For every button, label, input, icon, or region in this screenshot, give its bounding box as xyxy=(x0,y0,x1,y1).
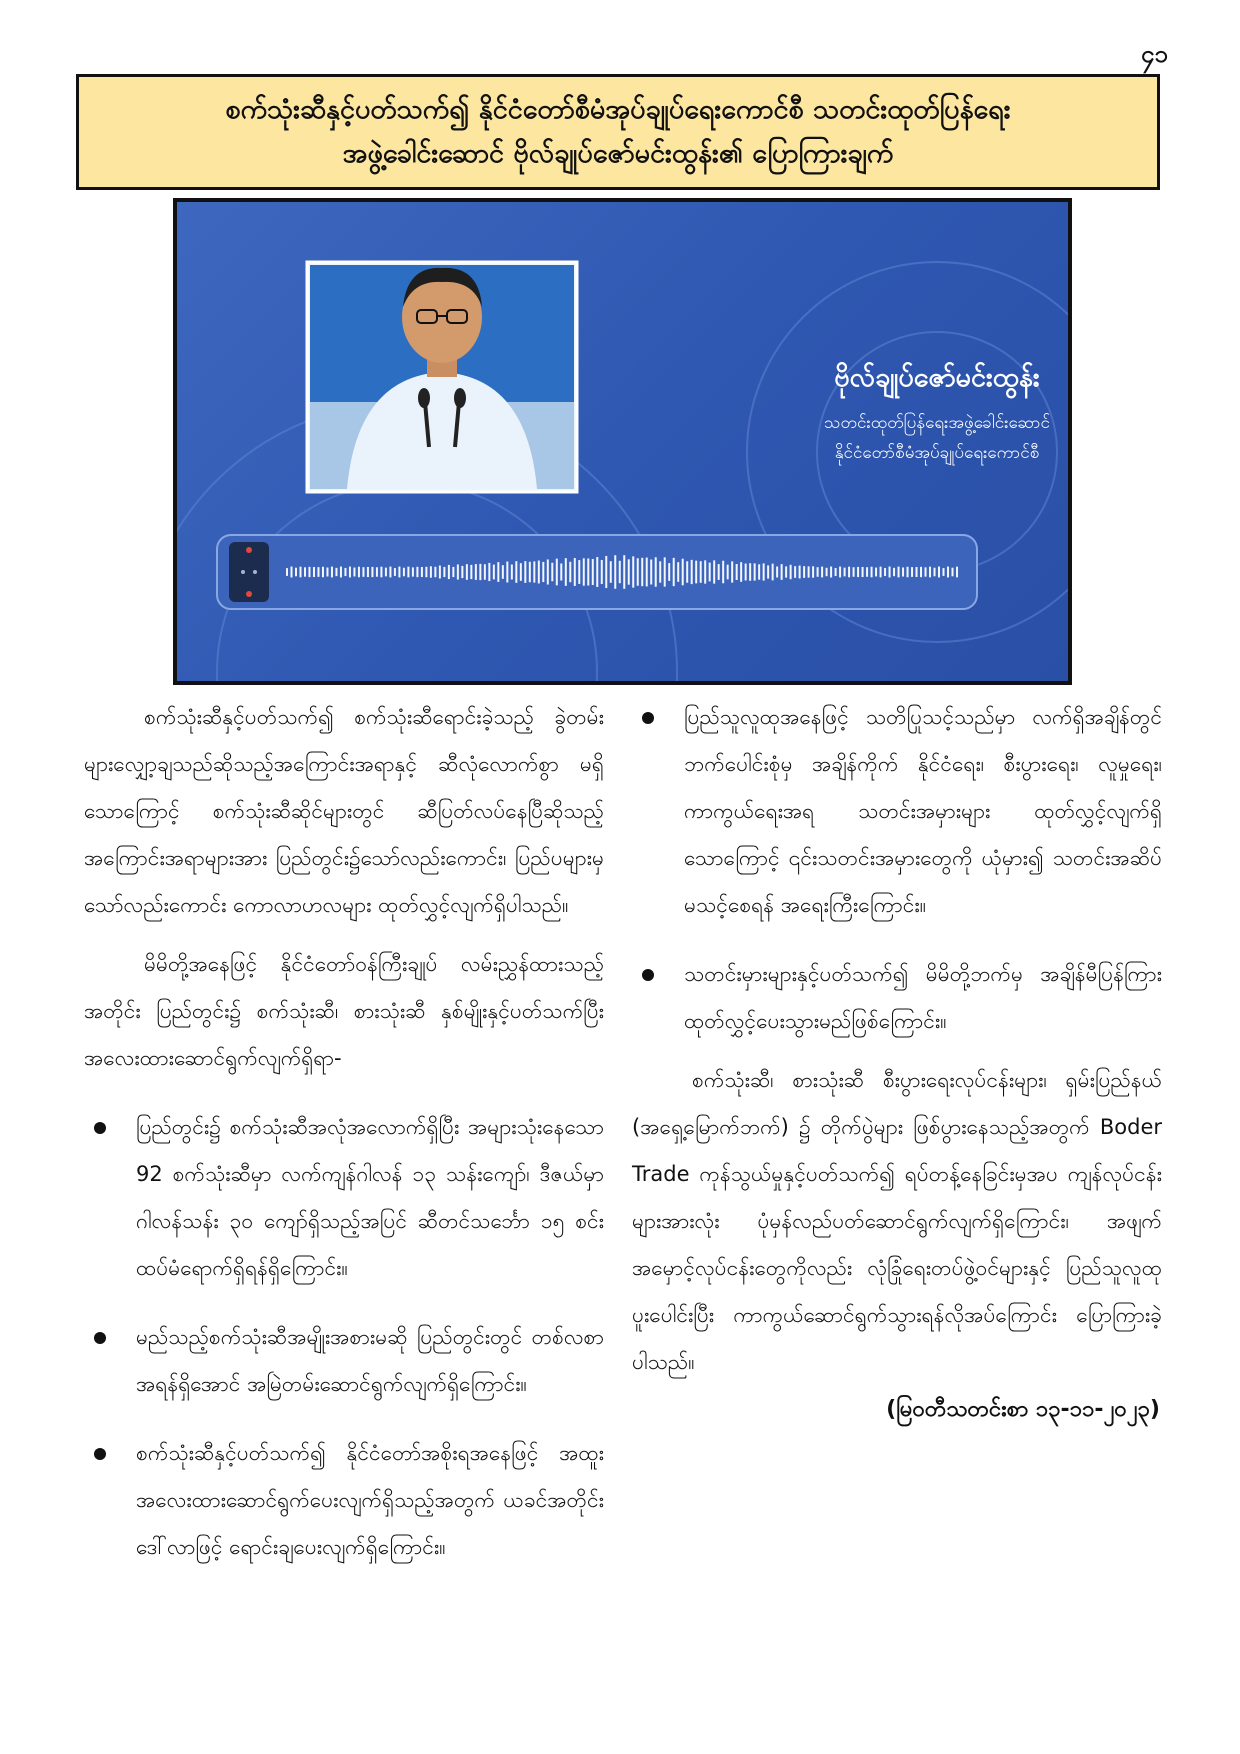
list-item xyxy=(632,951,1162,1045)
paragraph-intro: စက်သုံးဆီနှင့်ပတ်သက်၍ စက်သုံးဆီရောင်းခဲ့သည့် ခွဲတမ်းများလျှော့ချသည်ဆိုသည့်အကြောင်းအရာနှင့် ဆီလုံလောက်စွာ မရှိသောကြောင့် စက်သုံးဆီဆိုင်များတွင် ဆီပြတ်လပ်နေပြီဆိုသည့်အကြောင်းအရာများအား ပြည်တွင်း၌သော်လည်းကောင်း၊ ပြည်ပများမှသော်လည်းကောင်း ကောလာဟလများ ထုတ်လွှင့်လျက်ရှိပါသည်။ xyxy=(84,705,604,917)
paragraph-business: စက်သုံးဆီ၊ စားသုံးဆီ စီးပွားရေးလုပ်ငန်းများ၊ ရှမ်းပြည်နယ် (အရှေ့မြောက်ဘက်) ၌ တိုက်ပွဲများ ဖြစ်ပွားနေသည့်အတွက် Boder Trade ကုန်သွယ်မှုနှင့်ပတ်သက်၍ ရပ်တန့်နေခြင်းမှအပ ကျန်လုပ်ငန်းများအားလုံး ပုံမှန်လည်ပတ်ဆောင်ရွက်လျက်ရှိကြောင်း၊ အဖျက်အမှောင့်လုပ်ငန်းတွေကိုလည်း လုံခြုံရေးတပ်ဖွဲ့ဝင်များနှင့် ပြည်သူလူထုပူးပေါင်းပြီး ကာကွယ်ဆောင်ရွက်သွားရန်လိုအပ်ကြောင်း ပြောကြားခဲ့ပါသည်။ xyxy=(632,1068,1162,1374)
source-citation: (မြဝတီသတင်းစာ ၁၃-၁၁-၂၀၂၃) xyxy=(886,1397,1160,1422)
speaker-name: ဗိုလ်ချုပ်ဇော်မင်းထွန်း xyxy=(834,362,1040,393)
bullet-text: ပြည်သူလူထုအနေဖြင့် သတိပြုသင့်သည်မှာ လက်ရှိအချိန်တွင် ဘက်ပေါင်းစုံမှ အချိန်ကိုက် နိုင်ငံရေး၊ စီးပွားရေး၊ လူမှုရေး၊ ကာကွယ်ရေးအရ သတင်းအမှားများ ထုတ်လွှင့်လျက်ရှိသောကြောင့် ၎င်းသတင်းအမှားတွေကို ယုံမှား၍ သတင်းအဆိပ် မသင့်စေရန် အရေးကြီးကြောင်း။ xyxy=(684,705,1162,917)
page-number: ၄၁ xyxy=(1141,40,1168,68)
news-photo xyxy=(173,198,1072,685)
speaker-role-line-2: နိုင်ငံတော်စီမံအုပ်ချုပ်ရေးကောင်စီ xyxy=(834,443,1040,463)
title-banner xyxy=(76,74,1160,190)
bullet-text: မည်သည့်စက်သုံးဆီအမျိုးအစားမဆို ပြည်တွင်းတွင် တစ်လစာ အရန်ရှိအောင် အမြဲတမ်းဆောင်ရွက်လျက်ရှိကြောင်း။ xyxy=(136,1325,604,1396)
list-item xyxy=(84,1430,604,1571)
title-line-2: အဖွဲ့ခေါင်းဆောင် ဗိုလ်ချုပ်ဇော်မင်းထွန်း၏ ပြောကြားချက် xyxy=(342,138,894,169)
list-item xyxy=(84,1314,604,1408)
left-column xyxy=(84,694,604,1571)
left-bullet-list xyxy=(84,1104,604,1571)
bullet-text: စက်သုံးဆီနှင့်ပတ်သက်၍ နိုင်ငံတော်အစိုးရအနေဖြင့် အထူးအလေးထားဆောင်ရွက်ပေးလျက်ရှိသည့်အတွက် ယခင်အတိုင်း ဒေါ်လာဖြင့် ရောင်းချပေးလျက်ရှိကြောင်း။ xyxy=(136,1441,604,1559)
bullet-icon xyxy=(642,712,654,724)
bullet-icon xyxy=(94,1332,106,1344)
title-line-1: စက်သုံးဆီနှင့်ပတ်သက်၍ နိုင်ငံတော်စီမံအုပ်ချုပ်ရေးကောင်စီ သတင်းထုတ်ပြန်ရေး xyxy=(225,94,1011,125)
bullet-text: သတင်းမှားများနှင့်ပတ်သက်၍ မိမိတို့ဘက်မှ အချိန်မီပြန်ကြားထုတ်လွှင့်ပေးသွားမည်ဖြစ်ကြောင်း။ xyxy=(684,962,1162,1033)
right-column xyxy=(632,694,1162,1386)
right-bullet-list xyxy=(632,694,1162,1045)
paragraph-guidance: မိမိတို့အနေဖြင့် နိုင်ငံတော်ဝန်ကြီးချုပ် လမ်းညွှန်ထားသည့်အတိုင်း ပြည်တွင်း၌ စက်သုံးဆီ၊ စားသုံးဆီ နှစ်မျိုးနှင့်ပတ်သက်ပြီး အလေးထားဆောင်ရွက်လျက်ရှိရာ- xyxy=(84,952,604,1070)
speaker-role-line-1: သတင်းထုတ်ပြန်ရေးအဖွဲ့ခေါင်းဆောင် xyxy=(824,413,1050,433)
bullet-icon xyxy=(94,1122,106,1134)
bullet-text: ပြည်တွင်း၌ စက်သုံးဆီအလုံအလောက်ရှိပြီး အများသုံးနေသော 92 စက်သုံးဆီမှာ လက်ကျန်ဂါလန် ၁၃ သန်းကျော်၊ ဒီဇယ်မှာ ဂါလန်သန်း ၃၀ ကျော်ရှိသည့်အပြင် ဆီတင်သင်္ဘော ၁၅ စင်း ထပ်မံရောက်ရှိရန်ရှိကြောင်း။ xyxy=(136,1115,604,1280)
list-item xyxy=(84,1104,604,1292)
list-item xyxy=(632,694,1162,929)
bullet-icon xyxy=(94,1448,106,1460)
bullet-icon xyxy=(642,969,654,981)
